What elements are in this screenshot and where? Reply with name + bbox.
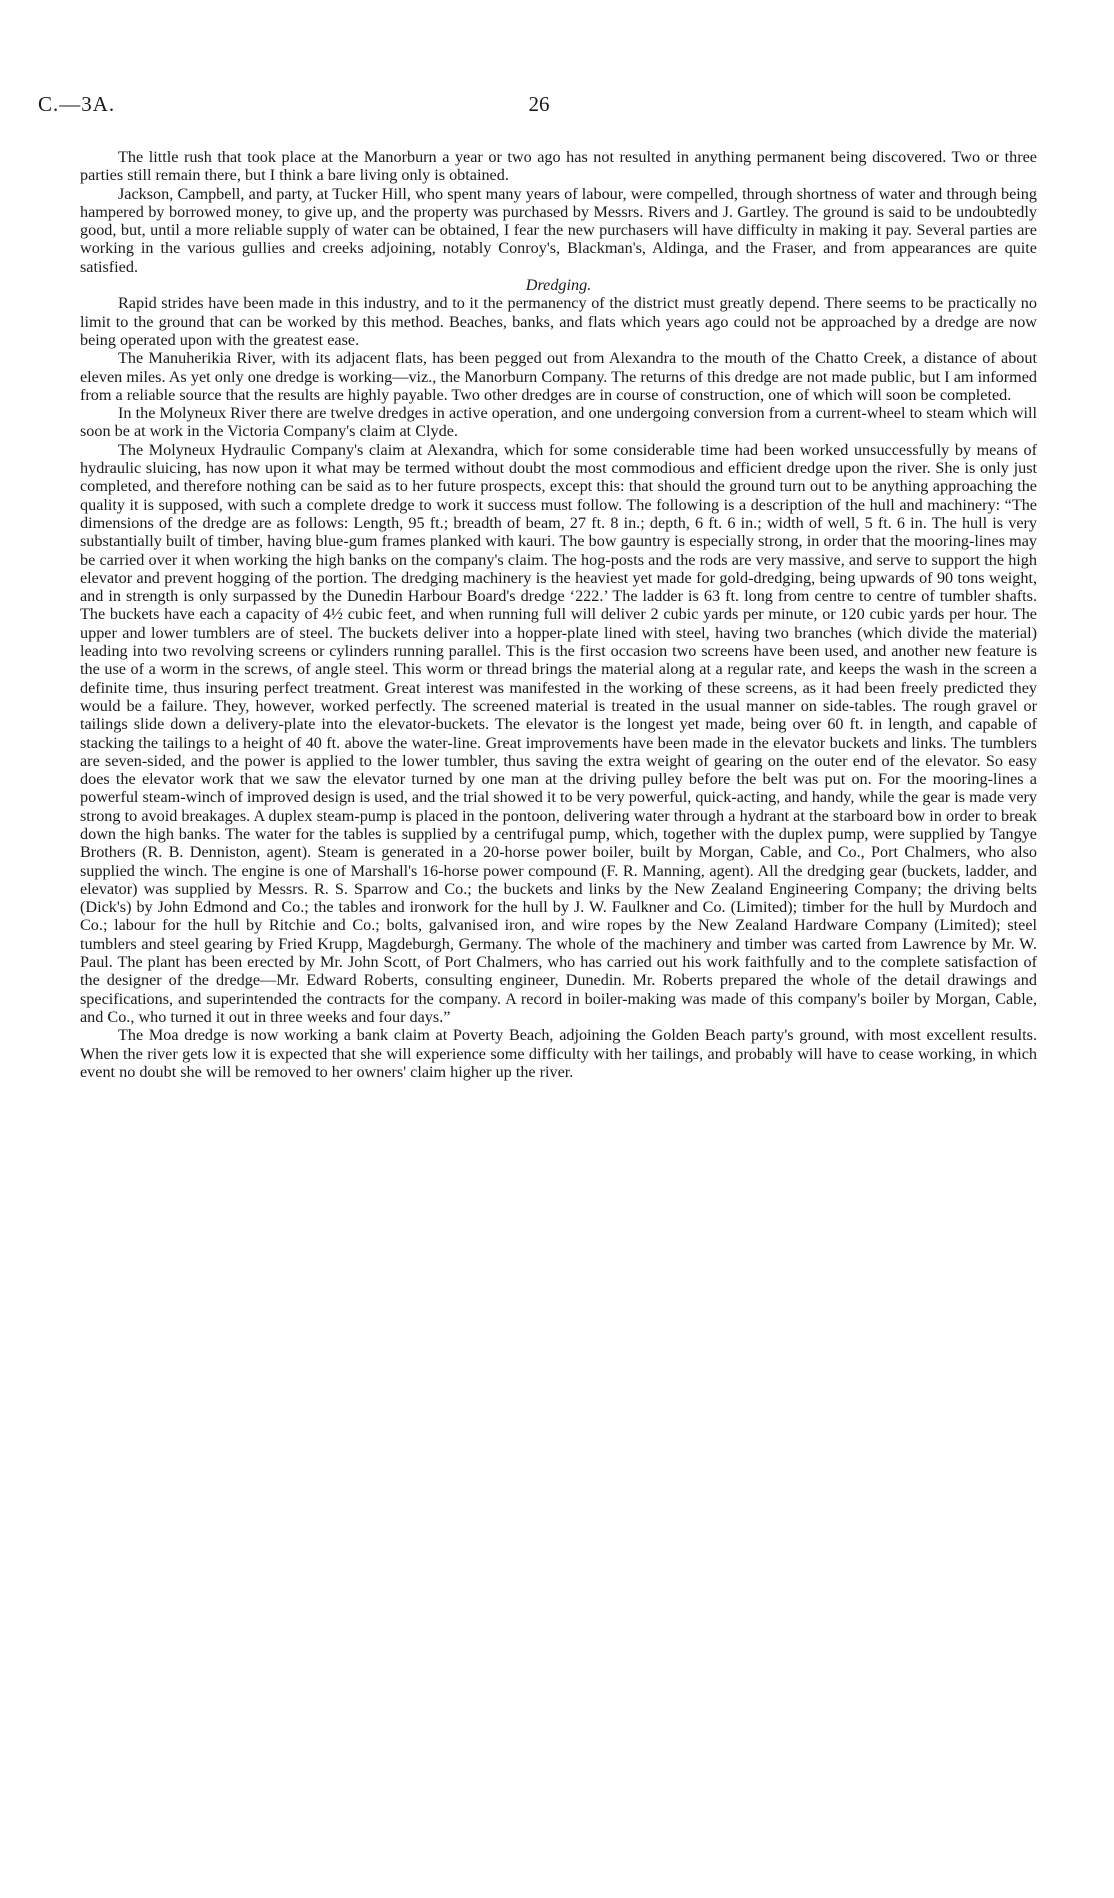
- report-code: C.—3A.: [38, 92, 116, 116]
- paragraph-rapid-strides: Rapid strides have been made in this industry, and to it the permanency of the district must greatly depend. There seems to be practically no limit to the ground that can be worked by this method. Beaches, banks, and flats which years ago could not be approached by a dredge are now being operated upon with the greatest ease.: [80, 294, 1037, 349]
- paragraph-molyneux-river: In the Molyneux River there are twelve dredges in active operation, and one undergoing conversion from a current-wheel to steam which will soon be at work in the Victoria Company's claim at Clyde.: [80, 404, 1037, 441]
- paragraph-manorburn-rush: The little rush that took place at the Manorburn a year or two ago has not resulted in anything permanent being discovered. Two or three parties still remain there, but I think a bare living only is obtained.: [80, 148, 1037, 185]
- page-header: [38, 92, 1040, 122]
- body-text: [80, 148, 1037, 1081]
- paragraph-manuherikia: The Manuherikia River, with its adjacent flats, has been pegged out from Alexandra to the mouth of the Chatto Creek, a distance of about eleven miles. As yet only one dredge is working—viz., the Manorburn Company. The returns of this dredge are not made public, but I am informed from a reliable source that the results are highly payable. Two other dredges are in course of construction, one of which will soon be completed.: [80, 349, 1037, 404]
- page-number: 26: [528, 92, 550, 116]
- paragraph-tucker-hill: Jackson, Campbell, and party, at Tucker Hill, who spent many years of labour, were compelled, through shortness of water and through being hampered by borrowed money, to give up, and the property was purchased by Messrs. Rivers and J. Gartley. The ground is said to be undoubtedly good, but, until a more reliable supply of water can be obtained, I fear the new purchasers will have difficulty in making it pay. Several parties are working in the various gullies and creeks adjoining, notably Conroy's, Blackman's, Aldinga, and the Fraser, and from appearances are quite satisfied.: [80, 184, 1037, 276]
- paragraph-molyneux-hydraulic: The Molyneux Hydraulic Company's claim at Alexandra, which for some considerable time had been worked unsuccessfully by means of hydraulic sluicing, has now upon it what may be termed without doubt the most commodious and efficient dredge upon the river. She is only just completed, and therefore nothing can be said as to her future prospects, except this: that should the ground turn out to be anything approaching the quality it is supposed, with such a complete dredge to work it success must follow. The following is a description of the hull and machinery: “The dimensions of the dredge are as follows: Length, 95 ft.; breadth of beam, 27 ft. 8 in.; depth, 6 ft. 6 in.; width of well, 5 ft. 6 in. The hull is very substantially built of timber, having blue-gum frames planked with kauri. The bow gauntry is especially strong, in order that the mooring-lines may be carried over it when working the high banks on the company's claim. The hog-posts and the rods are very massive, and serve to support the high elevator and prevent hogging of the portion. The dredging machinery is the heaviest yet made for gold-dredging, being upwards of 90 tons weight, and in strength is only surpassed by the Dunedin Harbour Board's dredge ‘222.’ The ladder is 63 ft. long from centre to centre of tumbler shafts. The buckets have each a capacity of 4½ cubic feet, and when running full will deliver 2 cubic yards per minute, or 120 cubic yards per hour. The upper and lower tumblers are of steel. The buckets deliver into a hopper-plate lined with steel, having two branches (which divide the material) leading into two revolving screens or cylinders running parallel. This is the first occasion two screens have been used, and another new feature is the use of a worm in the screws, of angle steel. This worm or thread brings the material along at a regular rate, and keeps the wash in the screen a definite time, thus insuring perfect treatment. Great interest was manifested in the working of these screens, as it had been freely predicted they would be a failure. They, however, worked perfectly. The screened material is treated in the usual manner on side-tables. The rough gravel or tailings slide down a delivery-plate into the elevator-buckets. The elevator is the longest yet made, being over 60 ft. in length, and capable of stacking the tailings to a height of 40 ft. above the water-line. Great improvements have been made in the elevator buckets and links. The tumblers are seven-sided, and the power is applied to the lower tumbler, thus saving the extra weight of gearing on the outer end of the elevator. So easy does the elevator work that we saw the elevator turned by one man at the driving pulley before the belt was put on. For the mooring-lines a powerful steam-winch of improved design is used, and the trial showed it to be very powerful, quick-acting, and handy, while the gear is made very strong to avoid breakages. A duplex steam-pump is placed in the pontoon, delivering water through a hydrant at the starboard bow in order to break down the high banks. The water for the tables is supplied by a centrifugal pump, which, together with the duplex pump, were supplied by Tangye Brothers (R. B. Denniston, agent). Steam is generated in a 20-horse power boiler, built by Morgan, Cable, and Co., Port Chalmers, who also supplied the winch. The engine is one of Marshall's 16-horse power compound (F. R. Manning, agent). All the dredging gear (buckets, ladder, and elevator) was supplied by Messrs. R. S. Sparrow and Co.; the buckets and links by the New Zealand Engineering Company; the driving belts (Dick's) by John Edmond and Co.; the tables and ironwork for the hull by J. W. Faulkner and Co. (Limited); timber for the hull by Murdoch and Co.; labour for the hull by Ritchie and Co.; bolts, galvanised iron, and wire ropes by the New Zealand Hardware Company (Limited); steel tumblers and steel gearing by Fried Krupp, Magdeburgh, Germany. The whole of the machinery and timber was carted from Lawrence by Mr. W. Paul. The plant has been erected by Mr. John Scott, of Port Chalmers, who has carried out his work faithfully and to the complete satisfaction of the designer of the dredge—Mr. Edward Roberts, consulting engineer, Dunedin. Mr. Roberts prepared the whole of the detail drawings and specifications, and superintended the contracts for the company. A record in boiler-making was made of this company's boiler by Morgan, Cable, and Co., who turned it out in three weeks and four days.”: [80, 440, 1037, 1026]
- section-heading-dredging: Dredging.: [525, 276, 592, 295]
- paragraph-moa-dredge: The Moa dredge is now working a bank claim at Poverty Beach, adjoining the Golden Beach party's ground, with most excellent results. When the river gets low it is expected that she will experience some difficulty with her tailings, and probably will have to cease working, in which event no doubt she will be removed to her owners' claim higher up the river.: [80, 1026, 1037, 1081]
